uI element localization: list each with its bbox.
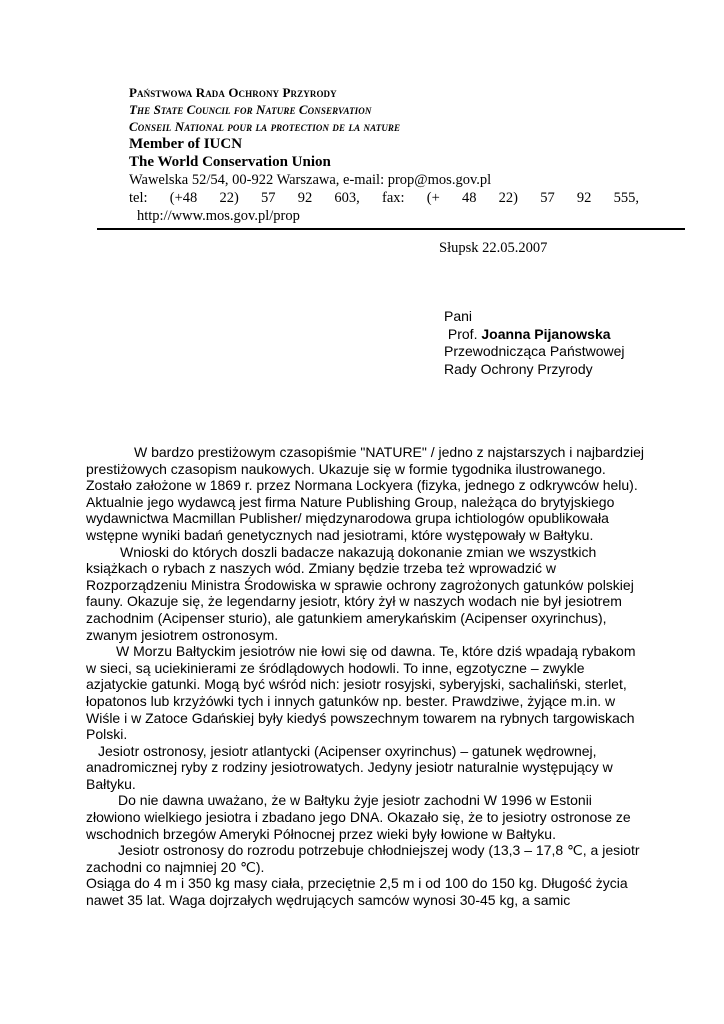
tel-token: 22) [498,190,518,206]
letter-date: Słupsk 22.05.2007 [439,240,548,256]
tel-token: fax: [381,190,405,206]
address-line: Wawelska 52/54, 00-922 Warszawa, e-mail: prop@mos.gov.pl [129,172,492,188]
letterhead [129,84,639,225]
tel-token: 555, [613,190,639,206]
addressee-block [444,308,684,378]
tel-token: 92 [297,190,313,206]
body-paragraph: Do nie dawna uważano, że w Bałtyku żyje jesiotr zachodni W 1996 w Estonii złowiono wielkiego jesiotra i zbadano jego DNA. Okazało się, że to jesiotry ostronose ze wschodnich brzegów Ameryki Północnej przez wieki były łowione w Bałtyku. [86,792,631,842]
tel-token: (+48 [169,190,198,206]
tel-token: 603, [334,190,360,206]
tel-token: 57 [261,190,276,206]
letter-body [86,444,646,909]
tel-token: (+ [426,190,440,206]
council-name-polish: Państwowa Rada Ochrony Przyrody [129,85,337,100]
website-link[interactable]: http://www.mos.gov.pl/prop [137,208,300,224]
tel-token: 92 [576,190,592,206]
letterhead-divider [97,228,685,230]
addressee-salutation: Pani [444,308,473,324]
body-paragraph: W Morzu Bałtyckim jesiotrów nie łowi się od dawna. Te, które dziś wpadają rybakom w sieci, są uciekinierami ze śródlądowych hodowli. To inne, egzotyczne – zwykle azjatyckie gatunki. Mogą być wśród nich: jesiotr rosyjski, syberyjski, sachaliński, sterlet, łopatonos lub krzyżówki tych i innych gatunków np. bester. Prawdziwe, żyjące m.in. w Wiśle i w Zatoce Gdańskiej były kiedyś powszechnym towarem na rybnych targowiskach Polski. [86,643,636,743]
iucn-membership: Member of IUCN [129,136,243,152]
body-paragraph: Jesiotr ostronosy do rozrodu potrzebuje chłodniejszej wody (13,3 – 17,8 ℃, a jesiotr zachodni co najmniej 20 ℃). [86,842,640,875]
council-name-french: Conseil National pour la protection de la nature [129,119,401,134]
tel-token: 22) [219,190,239,206]
world-conservation-union: The World Conservation Union [129,154,331,170]
tel-token: tel: [129,190,148,206]
tel-token: 57 [540,190,555,206]
body-paragraph: Wnioski do których doszli badacze nakazują dokonanie zmian we wszystkich książkach o rybach z naszych wód. Zmiany będzie trzeba też wprowadzić w Rozporządzeniu Ministra Środowiska w sprawie ochrony zagrożonych gatunków polskiej fauny. Okazuje się, że legendarny jesiotr, który żył w naszych wodach nie był jesiotrem zachodnim (Acipenser sturio), ale gatunkiem amerykańskim (Acipenser oxyrinchus), zwanym jesiotrem ostronosym. [86,543,634,643]
addressee-role-line-2: Rady Ochrony Przyrody [444,360,593,377]
body-paragraph: Osiąga do 4 m i 350 kg masy ciała, przeciętnie 2,5 m i od 100 do 150 kg. Długość życia nawet 35 lat. Waga dojrzałych wędrujących samców wynosi 30-45 kg, a samic [86,875,628,909]
addressee-role-line-1: Przewodnicząca Państwowej [444,343,625,359]
tel-token: 48 [461,190,477,206]
body-paragraph: Jesiotr ostronosy, jesiotr atlantycki (Acipenser oxyrinchus) – gatunek wędrownej, anadromicznej ryby z rodziny jesiotrowatych. Jedyny jesiotr naturalnie występujący w Bałtyku. [86,742,613,792]
addressee-name-line [444,326,684,344]
tel-fax-line [129,189,639,207]
addressee-title: Prof. [447,325,478,342]
body-paragraph: W bardzo prestiżowym czasopiśmie "NATURE" / jedno z najstarszych i najbardziej prestiżowych czasopism naukowych. Ukazuje się w formie tygodnika ilustrowanego. Zostało założone w 1869 r. przez Normana Lockyera (fizyka, jednego z odkrywców helu). Aktualnie jego wydawcą jest firma Nature Publishing Group, należąca do brytyjskiego wydawnictwa Macmillan Publisher/ międzynarodowa grupa ichtiologów opublikowała wstępne wyniki badań genetycznych nad jesiotrami, które występowały w Bałtyku. [86,444,644,543]
council-name-english: The State Council for Nature Conservation [129,102,372,117]
addressee-name: Joanna Pijanowska [481,325,611,342]
